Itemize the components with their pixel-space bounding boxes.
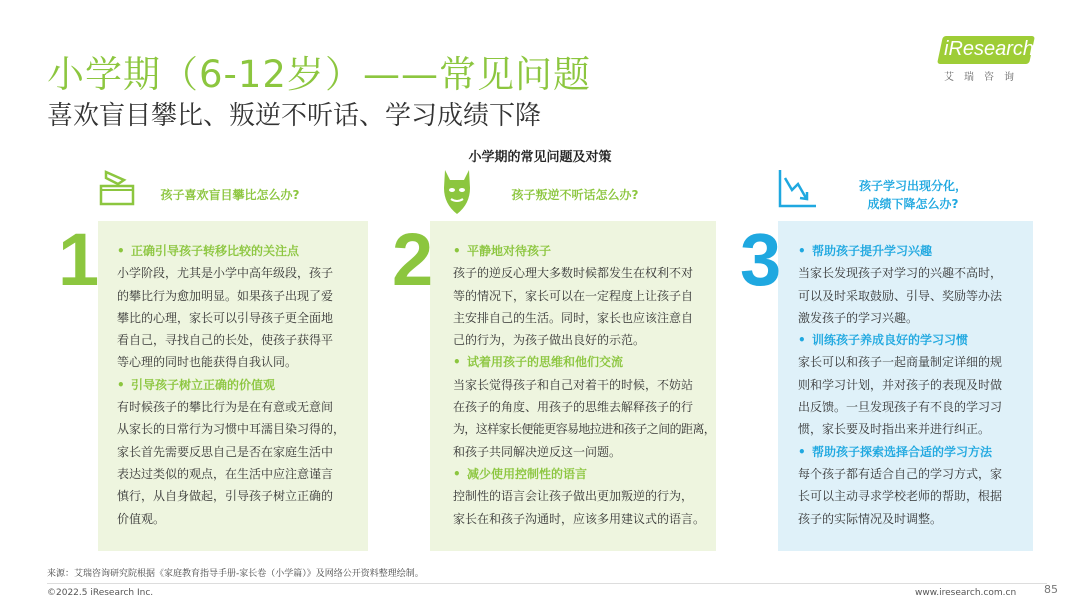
copyright: ©2022.5 iResearch Inc. xyxy=(47,588,154,598)
question-1: 孩子喜欢盲目攀比怎么办? xyxy=(160,188,300,202)
card-2-text-1: 孩子的逆反心理大多数时候都发生在权利不对 等的情况下，家长可以在一定程度上让孩子自 主安排自己的生活。同时，家长也应该注意自 己的行为，为孩子做出良好的示范。 xyxy=(453,266,694,348)
page-number: 85 xyxy=(1044,583,1058,596)
card-2-text-3: 控制性的语言会让孩子做出更加叛逆的行为， 家长在和孩子沟通时，应该多用建议式的语言。 xyxy=(453,489,706,526)
card-body-3 xyxy=(798,240,1030,530)
card-number-1: 1 xyxy=(58,218,100,301)
declining-chart-icon xyxy=(776,168,818,214)
card-3-text-3: 每个孩子都有适合自己的学习方式，家 长可以主动寻求学校老师的帮助，根据 孩子的实际情况及时调整。 xyxy=(798,466,1003,526)
card-3-heading-2: • 训练孩子养成良好的学习习惯 xyxy=(798,333,969,348)
question-2: 孩子叛逆不听话怎么办? xyxy=(511,188,639,202)
website-link[interactable]: www.iresearch.com.cn xyxy=(915,588,1017,598)
section-title: 小学期的常见问题及对策 xyxy=(468,150,612,165)
devil-icon xyxy=(440,168,474,220)
card-3-text-2: 家长可以和孩子一起商量制定详细的规 则和学习计划，并对孩子的表现及时做 出反馈。一旦发现孩子有不良的学习习 惯，家长要及时指出来并进行纠正。 xyxy=(798,355,1003,437)
source-note: 来源：艾瑞咨询研究院根据《家庭教育指导手册-家长卷（小学篇）》及网络公开资料整理绘制。 xyxy=(47,569,424,579)
card-1-heading-1: • 正确引导孩子转移比较的关注点 xyxy=(117,244,300,258)
card-body-1 xyxy=(117,240,362,530)
comparison-icon xyxy=(98,168,138,212)
card-2-heading-1: • 平静地对待孩子 xyxy=(453,244,552,258)
footer-divider xyxy=(47,583,1047,584)
card-3-text-1: 当家长发现孩子对学习的兴趣不高时， 可以及时采取鼓励、引导、奖励等办法 激发孩子的学习兴趣。 xyxy=(798,266,1003,325)
page-title: 小学期（6-12岁）——常见问题 xyxy=(47,53,591,96)
card-number-2: 2 xyxy=(392,218,434,301)
card-body-2 xyxy=(453,240,716,530)
card-2-text-2: 当家长觉得孩子和自己对着干的时候，不妨站 在孩子的角度、用孩子的思维去解释孩子的行 为，这样家长便能更容易地拉进和孩子之间的距离， 和孩子共同解决逆反这一问题。 xyxy=(453,377,716,459)
card-1-heading-2: • 引导孩子树立正确的价值观 xyxy=(117,377,276,392)
card-3-heading-3: • 帮助孩子探索选择合适的学习方法 xyxy=(798,444,993,459)
page-subtitle: 喜欢盲目攀比、叛逆不听话、学习成绩下降 xyxy=(47,101,542,131)
card-1-text-1: 小学阶段，尤其是小学中高年级段，孩子 的攀比行为愈加明显。如果孩子出现了爱 攀比的心理，家长可以引导孩子更全面地 看自己，寻找自己的长处，使孩子获得平 等心理的同时也能获得自我认同。 xyxy=(117,266,334,370)
card-2-heading-2: • 试着用孩子的思维和他们交流 xyxy=(453,355,624,370)
question-3: 孩子学习出现分化， 成绩下降怎么办? xyxy=(858,179,967,211)
card-number-3: 3 xyxy=(740,218,782,301)
logo-brand: iResearch xyxy=(944,38,1035,60)
card-2-heading-3: • 减少使用控制性的语言 xyxy=(453,466,588,481)
card-1-text-2: 有时候孩子的攀比行为是在有意或无意间 从家长的日常行为习惯中耳濡目染习得的， 家长首先需要反思自己是否在家庭生活中 表达过类似的观点，在生活中应注意谨言 慎行，从自身做起，引导孩子树立正确的 价值观。 xyxy=(117,400,346,526)
iresearch-logo xyxy=(940,36,1040,84)
logo-cn: 艾瑞咨询 xyxy=(944,72,1024,83)
card-3-heading-1: • 帮助孩子提升学习兴趣 xyxy=(798,244,933,258)
